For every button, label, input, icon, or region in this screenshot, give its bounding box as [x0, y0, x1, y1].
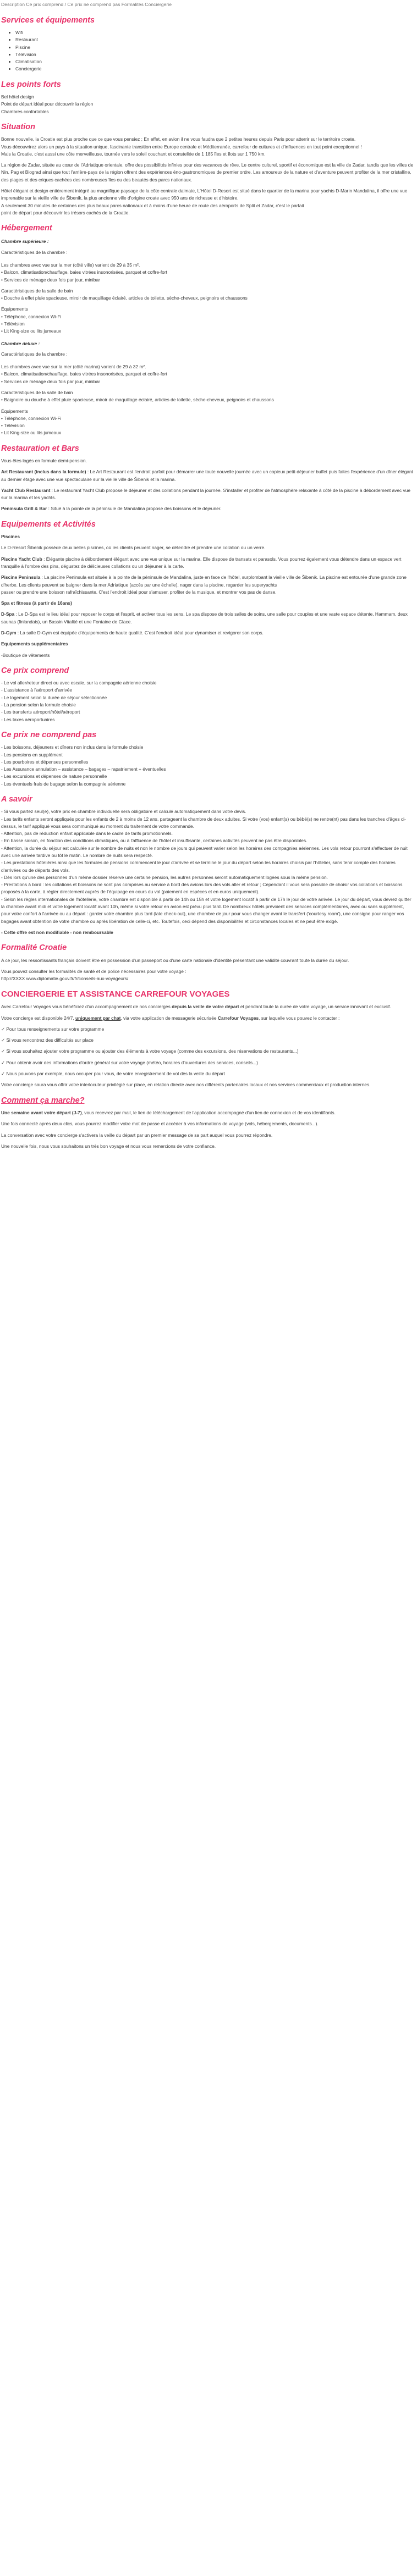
- list-item: • Wifi: [15, 29, 414, 36]
- equip-item: • Téléphone, connexion Wi-Fi: [1, 415, 62, 421]
- paragraph: Mais la Croatie, c'est aussi une côte merveilleuse, tournée vers le soleil couchant et constellée de 1 185 îles et îlots sur 1 750 km.: [1, 151, 266, 157]
- services-heading: Services et équipements: [1, 15, 95, 25]
- restaurant-desc: : Le restaurant Yacht Club propose le déjeuner et des collations pendant la journée. S'installer et profiter de l'atmosphère relaxante à côté de la piscine à débordement avec vue sur la marina et les yachts.: [1, 487, 411, 501]
- text-span: , via votre application de messagerie sécurisée: [120, 1015, 218, 1021]
- paragraph: La région de Zadar, située au cœur de l'Adriatique orientale, offre des possibilités infinies pour des vacances de rêve. Le centre culturel, sportif et économique est la ville de Zadar, tandis que les villes de Nin, Pag et Biograd ainsi que tout l'arrière-pays de la région offrent des expériences éno-gastronomiques de premier ordre. Les amoureux de la nature et d'aventure peuvent profiter de la mer cristalline, des plages et des criques cachées des nombreuses îles ou des beautés des parcs nationaux.: [1, 162, 414, 183]
- document: [0, 0, 417, 1160]
- equip-item: • Télévision: [1, 321, 25, 327]
- text-span: Votre concierge est disponible 24/7,: [1, 1015, 76, 1021]
- list-item: - Le vol aller/retour direct ou avec escale, sur la compagnie aérienne choisie: [1, 680, 157, 686]
- text-span: , vous recevrez par mail, le lien de téléchargement de l'application accompagné d'un lien de connexion et de vos identifiants.: [81, 1110, 336, 1115]
- room-feature: • Services de ménage deux fois par jour, minibar: [1, 378, 100, 384]
- spa-desc: : La salle D-Gym est équipée d'équipements de haute qualité. C'est l'endroit idéal pour dynamiser et revigorer son corps.: [16, 629, 264, 635]
- list-item: - La pension selon la formule choisie: [1, 702, 76, 708]
- paragraph: [1, 1015, 414, 1022]
- comprend-heading: Ce prix comprend: [1, 666, 69, 675]
- formalite-heading: Formalité Croatie: [1, 943, 67, 953]
- list-item: - Les taxes aéroportuaires: [1, 716, 55, 722]
- concierge-item: ✓ Si vous souhaitez ajouter votre programme ou ajouter des éléments à votre voyage (comme des excursions, des réservations de restaurants...): [1, 1048, 299, 1054]
- concierge-item: ✓ Nous pouvons par exemple, nous occuper pour vous, de votre enregistrement de vol dès la veille du départ: [1, 1071, 225, 1077]
- notice: - En basse saison, en fonction des conditions climatiques, ou à l'affluence de l'hôtel et insuffisante, certaines activités peuvent ne pas être disponibles.: [1, 838, 308, 844]
- conciergerie-heading: CONCIERGERIE ET ASSISTANCE CARREFOUR VOYAGES: [1, 990, 230, 999]
- room-name: Chambre deluxe :: [1, 340, 40, 346]
- room-size: Les chambres avec vue sur la mer (côté ville) varient de 29 à 35 m².: [1, 262, 140, 268]
- room-char-label: Caractéristiques de la chambre :: [1, 249, 68, 255]
- pool-name: Piscine Yacht Club: [1, 556, 42, 562]
- list-item: • Climatisation: [15, 58, 414, 65]
- notice: - Dès lors qu'une des personnes d'un même dossier réserve une certaine pension, les autres personnes seront automatiquement logées sous la même pension.: [1, 874, 328, 880]
- spa-desc: : Le D-Spa est le lieu idéal pour reposer le corps et l'esprit, et activer tous les sens. Le spa dispose de trois salles de soins, une salle pour couples et une vaste espace détente, Hammam, deux saunas (finlandais), un Bassin Vitalité et une Fontaine de Glace.: [1, 611, 408, 624]
- a-savoir-heading: A savoir: [1, 794, 32, 804]
- notice: - Les prestations hôtelières ainsi que les formules de pensions commencent le jour d'arrivée et se termine le jour du départ selon les horaires choisis par l'hôtelier, sans tenir compte des horaires d'arrivées ou de départs des vols.: [1, 860, 396, 873]
- equip-item: • Lit King-size ou lits jumeaux: [1, 328, 62, 334]
- room-feature: • Balcon, climatisation/chauffage, baies vitrées insonorisées, parquet et coffre-fort: [1, 269, 167, 275]
- situation-hotel: [1, 187, 414, 217]
- list-item: - Les excursions et dépenses de nature personnelle: [1, 773, 107, 780]
- room-char-label: Caractéristiques de la chambre :: [1, 351, 68, 357]
- list-item: - Les pourboires et dépenses personnelles: [1, 759, 89, 765]
- spa-dspa: [1, 611, 414, 626]
- spa-label: Spa et fitness (à partir de 16ans): [1, 600, 72, 606]
- notice: - Attention, la durée du séjour est calculée sur le nombre de nuits et non le nombre de jours qui peuvent varier selon les horaires des compagnies aériennes. Les vols retour pourront s'effectuer de nuit avec une arrivée tardive ou tôt le matin. Le nombre de nuits sera respecté.: [1, 845, 408, 859]
- non-refundable-notice: - Cette offre est non modifiable - non remboursable: [1, 929, 113, 935]
- situation-intro: [1, 136, 414, 158]
- situation-heading: Situation: [1, 122, 36, 131]
- list-item: • Conciergerie: [15, 65, 414, 73]
- paragraph: A ce jour, les ressortissants français doivent être en possession d'un passeport ou d'une carte nationale d'identité présentant une validité couvrant toute la durée du séjour.: [1, 957, 349, 963]
- room-feature: • Services de ménage deux fois par jour, minibar: [1, 277, 100, 283]
- list-item: - Les transferts aéroport/hôtel/aéroport: [1, 709, 80, 715]
- paragraph: A seulement 30 minutes de certaines des plus beaux parcs nationaux et à moins d'une heure de route des aéroports de Split et Zadar, c'est le parfait: [1, 202, 304, 208]
- equip-label: Équipements: [1, 306, 28, 312]
- paragraph: Bonne nouvelle, la Croatie est plus proche que ce que vous pensiez ; En effet, en avion il ne vous faudra que 2 petites heures depuis Paris pour atterrir sur le territoire croate.: [1, 136, 356, 142]
- restauration-heading: Restauration et Bars: [1, 444, 79, 453]
- equip-item: • Téléphone, connexion Wi-Fi: [1, 313, 62, 319]
- list-item: - Les éventuels frais de bagage selon la compagnie aérienne: [1, 781, 126, 787]
- formalite-links: [1, 968, 414, 983]
- paragraph: Une nouvelle fois, nous vous souhaitons un très bon voyage et nous vous remercions de votre confiance.: [1, 1143, 216, 1149]
- notice: - Si vous partez seul(e), votre prix en chambre individuelle sera obligatoire et calculé automatiquement dans votre devis.: [1, 809, 246, 815]
- paragraph: [1, 1003, 414, 1010]
- spa-dgym: [1, 629, 414, 637]
- restaurant-desc: : Situé à la pointe de la péninsule de Mandalina propose des boissons et le déjeuner.: [47, 506, 222, 512]
- equip-item: • Lit King-size ou lits jumeaux: [1, 430, 62, 436]
- pool-yacht: [1, 556, 414, 571]
- list-item: • Télévision: [15, 51, 414, 58]
- paragraph: Hôtel élégant et design entièrement intégré au magnifique paysage de la côte centrale dalmate, L'Hôtel D-Resort est situé dans le quartier de la marina pour yachts D-Marin Mandalina, il offre une vue imprenable sur la vieille ville de Šibenik, la plus ancienne ville d'origine croate avec 950 ans de richesse et d'histoire.: [1, 187, 408, 201]
- piscines-label: Piscines: [1, 534, 20, 540]
- notice: - Attention, pas de réduction enfant applicable dans le cadre de tarifs promotionnels.: [1, 831, 173, 837]
- room-feature: • Balcon, climatisation/chauffage, baies vitrées insonorisées, parquet et coffre-fort: [1, 371, 167, 377]
- services-list: [1, 29, 414, 73]
- paragraph: La conversation avec votre concierge s'activera la veille du départ par un premier message de sa part auquel vous pourrez répondre.: [1, 1132, 273, 1138]
- room-deluxe: [1, 340, 414, 437]
- paragraph: Le D-Resort Šibenik possède deux belles piscines, où les clients peuvent nager, se détendre et prendre une collation ou un verre.: [1, 545, 266, 551]
- notice: - Prestations à bord : les collations et boissons ne sont pas comprises au service à bord des avions lors des vols aller et retour ; Cependant il vous sera possible de choisir vos collations et boissons proposés à la carte, à régler directement auprès de l'équipage en cours du vol (paiement en espèces et en euros uniquement).: [1, 882, 403, 895]
- points-forts-list: [1, 93, 414, 115]
- restaurant-name: Yacht Club Restaurant: [1, 487, 51, 493]
- equip-label: Équipements: [1, 408, 28, 414]
- paragraph: Votre concierge saura vous offrir votre interlocuteur privilégié sur place, en relation directe avec nos différents partenaires locaux et nos services commerciaux et production internes.: [1, 1082, 371, 1088]
- list-item: • Restaurant: [15, 36, 414, 43]
- bath-label: Caractéristiques de la salle de bain: [1, 288, 73, 294]
- spa-name: D-Gym: [1, 629, 17, 635]
- paragraph: Une fois connecté après deux clics, vous pourrez modifier votre mot de passe et accéder à vos informations de voyage (vols, hébergements, documents...).: [1, 1121, 319, 1127]
- paragraph: Vous pouvez consulter les formalités de santé et de police nécessaires pour votre voyage :: [1, 968, 186, 974]
- list-item: Point de départ idéal pour découvrir la région: [1, 101, 94, 107]
- list-item: • Piscine: [15, 44, 414, 51]
- ne-comprend-list: [1, 744, 414, 788]
- room-name: Chambre supérieure :: [1, 239, 49, 245]
- notice: - Selon les règles internationales de l'hôtellerie, votre chambre est disponible à partir de 14h ou 15h et votre logement locatif à partir de 17h le jour de votre arrivée. Le jour du départ, vous devrez quitter la chambre avant midi et votre logement locatif avant 10h, même si votre retour en avion est prévu plus tard. De nombreux hôtels prévoient des services complémentaires, avec ou sans supplément, pour votre confort à l'arrivée ou au départ : garder votre chambre plus tard (late check-out), une chambre de jour pour vous changer avant le transfert ('courtesy room'), une consigne pour ranger vos bagages avant obtention de votre chambre ou après libération de celle-ci, etc. Toutefois, ceci dépend des disponibilités et circonstances locales et ne peut être exigé.: [1, 896, 411, 924]
- restaurant-yacht: [1, 487, 414, 502]
- breadcrumb: Description Ce prix comprend / Ce prix ne comprend pas Formalités Conciergerie: [1, 2, 172, 7]
- list-item: Chambres confortables: [1, 108, 49, 114]
- pool-desc: : Élégante piscine à débordement élégant avec une vue unique sur la marina. Elle dispose de transats et parasols. Vous pourrez également vous détendre dans un espace vert tranquille à l'ombre des pins, dégustez de délicieuses collations ou un déjeuner à la carte.: [1, 556, 402, 569]
- text-span: Carrefour Voyages: [217, 1015, 259, 1021]
- concierge-item: ✓ Pour obtenir avoir des informations d'ordre général sur votre voyage (météo, horaires d'ouvertures des services, conseils...): [1, 1059, 258, 1065]
- text-span: uniquement par chat: [75, 1015, 121, 1021]
- text-span: Avec Carrefour Voyages vous bénéficiez d'un accompagnement de nos concierges: [1, 1004, 172, 1010]
- paragraph: Vous êtes logés en formule demi-pension.: [1, 458, 87, 464]
- text-span: et pendant toute la durée de votre voyage, un service innovant et exclusif.: [239, 1004, 391, 1010]
- restaurant-desc: : Le Art Restaurant est l'endroit parfait pour démarrer une toute nouvelle journée avec un copieux petit-déjeuner buffet puis faites l'expérience d'un dîner élégant au dernier étage avec une vue spectaculaire sur la vieille ville de Šibenik et la marina.: [1, 469, 414, 482]
- list-item: - Les pensions en supplément: [1, 751, 63, 758]
- comment-heading: Comment ça marche?: [1, 1096, 85, 1105]
- a-savoir-list: [1, 808, 414, 925]
- concierge-item: ✓ Si vous rencontrez des difficultés sur place: [1, 1037, 94, 1043]
- supp-label: Equipements supplémentaires: [1, 641, 68, 647]
- list-item: - Les Assurance annulation – assistance – bagages – rapatriement + éventuelles: [1, 766, 166, 772]
- paragraph: [1, 1109, 414, 1116]
- paragraph: point de départ pour découvrir les trésors cachés de la Croatie.: [1, 209, 130, 215]
- comprend-list: [1, 679, 414, 723]
- paragraph: Vous découvrirez alors un pays à la situation unique, fascinante transition entre Europe centrale et Méditerranée, carrefour de cultures et d'influences en tout point exceptionnel !: [1, 143, 362, 150]
- bath-label: Caractéristiques de la salle de bain: [1, 389, 73, 395]
- list-item: - Les boissons, déjeuners et dîners non inclus dans la formule choisie: [1, 744, 144, 750]
- spa-name: D-Spa: [1, 611, 15, 617]
- pool-name: Piscine Peninsula: [1, 574, 41, 581]
- diplomatie-link[interactable]: http://XXXX www.diplomatie.gouv.fr/fr/conseils-aux-voyageurs/: [1, 976, 129, 982]
- hebergement-heading: Hébergement: [1, 224, 52, 233]
- concierge-item: ✓ Pour tous renseignements sur votre programme: [1, 1026, 105, 1032]
- bath-feature: • Douche à effet pluie spacieuse, miroir de maquillage éclairé, articles de toilette, sèche-cheveux, peignoirs et chaussons: [1, 295, 248, 301]
- activites-heading: Equipements et Activités: [1, 519, 96, 529]
- equip-item: • Télévision: [1, 423, 25, 429]
- bath-feature: • Baignoire ou douche à effet pluie spacieuse, miroir de maquillage éclairé, articles de toilette, sèche-cheveux, peignoirs et chaussons: [1, 397, 274, 403]
- ne-comprend-heading: Ce prix ne comprend pas: [1, 730, 97, 739]
- restaurant-name: Art Restaurant (inclus dans la formule): [1, 469, 86, 475]
- points-forts-heading: Les points forts: [1, 80, 61, 89]
- restaurant-art: [1, 468, 414, 483]
- pool-peninsula: [1, 574, 414, 596]
- room-size: Les chambres avec vue sur la mer (côté marina) varient de 29 à 32 m².: [1, 364, 146, 370]
- list-item: Bel hôtel design: [1, 94, 34, 100]
- restaurant-name: Peninsula Grill & Bar: [1, 506, 47, 512]
- list-item: - Le logement selon la durée de séjour sélectionnée: [1, 694, 107, 700]
- pool-desc: : La piscine Peninsula est située à la pointe de la péninsule de Mandalina, juste en face de l'hôtel, surplombant la vieille ville de Šibenik. La piscine est entourée d'une grande zone d'herbe. Les clients peuvent se baigner dans la mer Adriatique (accès par une échelle), nager dans la piscine, regarder les superyachts: [1, 574, 407, 588]
- list-item: - L'assistance à l'aéroport d'arrivée: [1, 687, 73, 693]
- restaurant-peninsula: [1, 505, 414, 512]
- notice: - Les tarifs enfants seront appliqués pour les enfants de 2 à moins de 12 ans, partageant la chambre de deux adultes. Si votre (vos) enfant(s) ou bébé(s) ne rentre(nt) pas dans les tranches d'âges ci-dessus, le tarif appliqué vous sera communiqué au moment du traitement de votre commande.: [1, 816, 406, 829]
- supp-text: -Boutique de vêtements: [1, 652, 50, 658]
- text-span: Une semaine avant votre départ (J-7): [1, 1110, 82, 1115]
- text-span: , sur laquelle vous pouvez le contacter :: [259, 1015, 340, 1021]
- text-span: depuis la veille de votre départ: [172, 1004, 239, 1010]
- pool-desc-extra: passer ou prendre une boisson rafraîchissante. C'est l'endroit idéal pour s'amuser, profiter de la musique, et montrer vos pas de danse.: [1, 589, 277, 595]
- room-superieure: [1, 238, 414, 335]
